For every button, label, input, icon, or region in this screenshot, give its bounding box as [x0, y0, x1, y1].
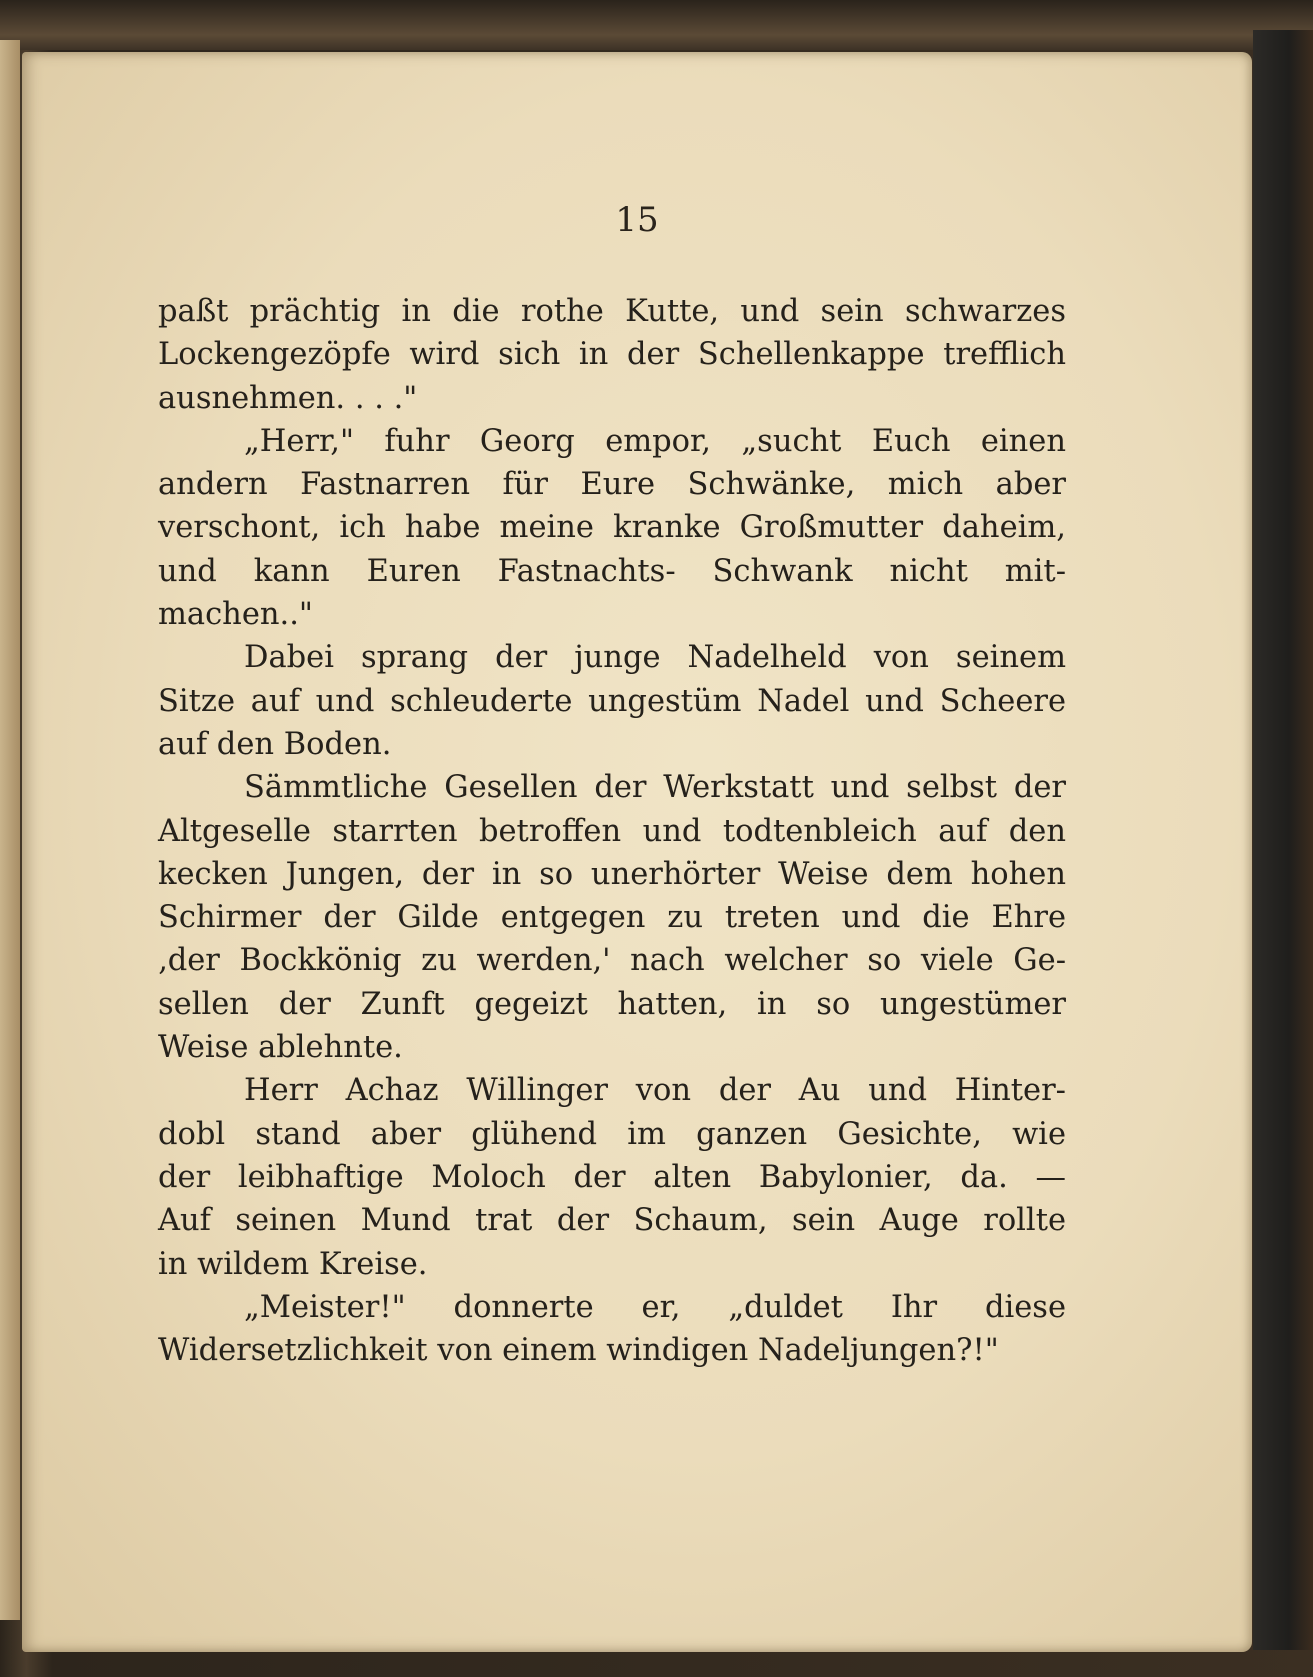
- text-line: und kann Euren Fastnachts- Schwank nicht mit-: [158, 553, 1066, 589]
- page-number: 15: [615, 200, 659, 240]
- text-line: machen..": [158, 597, 313, 633]
- page-text: [158, 290, 1066, 1372]
- text-line: „Meister!" donnerte er, „duldet Ihr diese: [244, 1289, 1066, 1325]
- text-line: Weise ablehnte.: [158, 1030, 403, 1066]
- text-line: der leibhaftige Moloch der alten Babylonier, da. —: [158, 1159, 1066, 1195]
- previous-page-edge: [0, 40, 20, 1620]
- text-line: in wildem Kreise.: [158, 1246, 428, 1282]
- text-line: verschont, ich habe meine kranke Großmutter daheim,: [158, 510, 1066, 546]
- text-line: Lockengezöpfe wird sich in der Schellenkappe trefflich: [158, 337, 1066, 373]
- text-line: ausnehmen. . . .": [158, 380, 418, 416]
- text-line: Sitze auf und schleuderte ungestüm Nadel und Scheere: [158, 683, 1066, 719]
- book-page: [22, 52, 1252, 1652]
- text-line: „Herr," fuhr Georg empor, „sucht Euch einen: [244, 423, 1066, 459]
- text-line: Altgeselle starrten betroffen und todtenbleich auf den: [158, 813, 1066, 849]
- text-line: auf den Boden.: [158, 726, 392, 762]
- text-line: Herr Achaz Willinger von der Au und Hinter-: [244, 1073, 1066, 1109]
- text-line: Dabei sprang der junge Nadelheld von seinem: [244, 640, 1066, 676]
- book-board-right-edge: [1253, 30, 1313, 1650]
- text-line: Sämmtliche Gesellen der Werkstatt und selbst der: [244, 770, 1066, 806]
- text-line: Widersetzlichkeit von einem windigen Nadeljungen?!": [158, 1333, 999, 1369]
- text-line: sellen der Zunft gegeizt hatten, in so ungestümer: [158, 986, 1066, 1022]
- text-line: Auf seinen Mund trat der Schaum, sein Auge rollte: [158, 1203, 1066, 1239]
- book-cover-top-edge: [0, 0, 1313, 50]
- text-line: dobl stand aber glühend im ganzen Gesichte, wie: [158, 1116, 1066, 1152]
- text-line: andern Fastnarren für Eure Schwänke, mich aber: [158, 467, 1066, 503]
- text-line: kecken Jungen, der in so unerhörter Weise dem hohen: [158, 856, 1066, 892]
- text-line: paßt prächtig in die rothe Kutte, und sein schwarzes: [158, 294, 1066, 329]
- text-line: ‚der Bockkönig zu werden,' nach welcher so viele Ge-: [158, 943, 1066, 979]
- text-line: Schirmer der Gilde entgegen zu treten und die Ehre: [158, 900, 1066, 936]
